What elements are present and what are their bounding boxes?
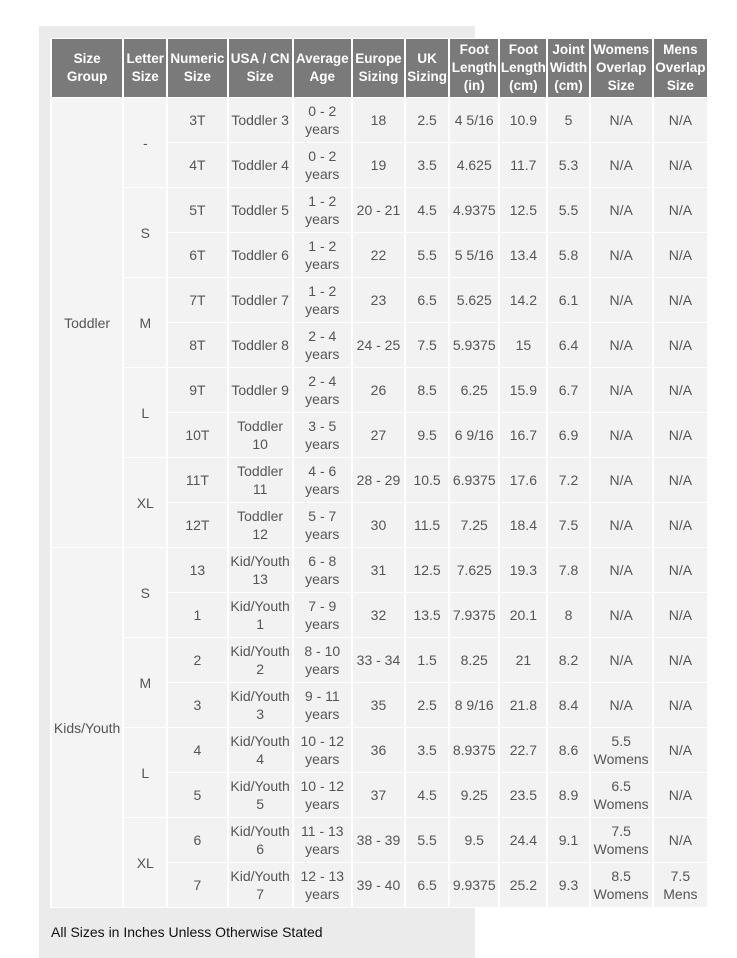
table-cell: 39 - 40 xyxy=(353,863,404,907)
table-cell: Toddler 6 xyxy=(229,233,292,277)
table-cell: 9.5 xyxy=(450,818,498,862)
table-cell: 8 9/16 xyxy=(450,683,498,727)
table-cell: 7.625 xyxy=(450,548,498,592)
table-cell: 8.5 xyxy=(406,368,448,412)
table-cell: N/A xyxy=(654,728,707,772)
table-cell: 13.4 xyxy=(500,233,546,277)
table-cell: Kid/Youth 6 xyxy=(229,818,292,862)
table-cell: 3.5 xyxy=(406,728,448,772)
table-cell: N/A xyxy=(654,638,707,682)
table-cell: N/A xyxy=(591,458,652,502)
table-cell: Kid/Youth 3 xyxy=(229,683,292,727)
table-cell: 21 xyxy=(500,638,546,682)
header-cell: Letter Size xyxy=(124,39,166,97)
table-cell: N/A xyxy=(654,773,707,817)
table-cell: 12 - 13 years xyxy=(294,863,351,907)
table-cell: 3 xyxy=(168,683,226,727)
table-row xyxy=(52,638,707,682)
table-cell: 3T xyxy=(168,98,226,142)
letter-size-cell: L xyxy=(124,728,166,817)
table-cell: 6 9/16 xyxy=(450,413,498,457)
table-cell: 5 xyxy=(168,773,226,817)
table-cell: 30 xyxy=(353,503,404,547)
table-cell: 10.9 xyxy=(500,98,546,142)
table-cell: 24.4 xyxy=(500,818,546,862)
table-cell: 5 xyxy=(548,98,588,142)
table-row xyxy=(52,98,707,142)
table-cell: 6.25 xyxy=(450,368,498,412)
table-cell: 8 xyxy=(548,593,588,637)
header-cell: Europe Sizing xyxy=(353,39,404,97)
table-cell: 13.5 xyxy=(406,593,448,637)
table-cell: 2 - 4 years xyxy=(294,323,351,367)
table-cell: 26 xyxy=(353,368,404,412)
table-cell: 7T xyxy=(168,278,226,322)
table-cell: 20.1 xyxy=(500,593,546,637)
table-cell: N/A xyxy=(654,278,707,322)
header-cell: Foot Length (cm) xyxy=(500,39,546,97)
table-cell: 24 - 25 xyxy=(353,323,404,367)
table-cell: 22.7 xyxy=(500,728,546,772)
table-cell: 3 - 5 years xyxy=(294,413,351,457)
table-cell: N/A xyxy=(591,413,652,457)
table-cell: 5.625 xyxy=(450,278,498,322)
table-cell: N/A xyxy=(591,233,652,277)
table-cell: 4 xyxy=(168,728,226,772)
table-row xyxy=(52,278,707,322)
header-cell: Joint Width (cm) xyxy=(548,39,588,97)
table-cell: 7 - 9 years xyxy=(294,593,351,637)
table-cell: 12T xyxy=(168,503,226,547)
table-cell: 5.5 xyxy=(548,188,588,232)
table-cell: 23.5 xyxy=(500,773,546,817)
table-cell: 31 xyxy=(353,548,404,592)
table-cell: 10T xyxy=(168,413,226,457)
table-cell: 7.8 xyxy=(548,548,588,592)
table-cell: 19 xyxy=(353,143,404,187)
header-cell: USA / CN Size xyxy=(229,39,292,97)
table-cell: 9.3 xyxy=(548,863,588,907)
letter-size-cell: XL xyxy=(124,458,166,547)
letter-size-cell: S xyxy=(124,188,166,277)
table-cell: N/A xyxy=(654,818,707,862)
table-cell: N/A xyxy=(654,413,707,457)
table-cell: Toddler 10 xyxy=(229,413,292,457)
table-cell: 6.5 Womens xyxy=(591,773,652,817)
table-cell: Toddler 9 xyxy=(229,368,292,412)
table-cell: Toddler 7 xyxy=(229,278,292,322)
table-cell: 18.4 xyxy=(500,503,546,547)
table-cell: 11 - 13 years xyxy=(294,818,351,862)
table-cell: 12.5 xyxy=(406,548,448,592)
table-cell: 2.5 xyxy=(406,98,448,142)
table-row xyxy=(52,728,707,772)
table-cell: 5 5/16 xyxy=(450,233,498,277)
table-cell: 12.5 xyxy=(500,188,546,232)
header-cell: Size Group xyxy=(52,39,122,97)
table-cell: N/A xyxy=(654,233,707,277)
table-cell: 3.5 xyxy=(406,143,448,187)
table-cell: 5.5 xyxy=(406,233,448,277)
table-cell: 19.3 xyxy=(500,548,546,592)
header-cell: UK Sizing xyxy=(406,39,448,97)
table-cell: 2.5 xyxy=(406,683,448,727)
table-cell: 0 - 2 years xyxy=(294,143,351,187)
table-cell: 35 xyxy=(353,683,404,727)
table-cell: N/A xyxy=(591,143,652,187)
table-cell: 22 xyxy=(353,233,404,277)
table-row xyxy=(52,188,707,232)
table-cell: 5.9375 xyxy=(450,323,498,367)
table-cell: Toddler 11 xyxy=(229,458,292,502)
table-cell: Kid/Youth 4 xyxy=(229,728,292,772)
table-cell: 11.5 xyxy=(406,503,448,547)
table-cell: Toddler 3 xyxy=(229,98,292,142)
table-row xyxy=(52,818,707,862)
table-cell: 16.7 xyxy=(500,413,546,457)
table-cell: 6.5 xyxy=(406,863,448,907)
table-cell: 7.2 xyxy=(548,458,588,502)
table-cell: 9T xyxy=(168,368,226,412)
letter-size-cell: - xyxy=(124,98,166,187)
table-cell: 6.9 xyxy=(548,413,588,457)
table-cell: 14.2 xyxy=(500,278,546,322)
table-cell: Toddler 8 xyxy=(229,323,292,367)
table-cell: N/A xyxy=(591,503,652,547)
table-cell: N/A xyxy=(654,368,707,412)
table-cell: 9 - 11 years xyxy=(294,683,351,727)
table-cell: 28 - 29 xyxy=(353,458,404,502)
table-cell: 4.625 xyxy=(450,143,498,187)
table-cell: 4 5/16 xyxy=(450,98,498,142)
table-cell: 5T xyxy=(168,188,226,232)
table-cell: 8.4 xyxy=(548,683,588,727)
table-cell: 9.25 xyxy=(450,773,498,817)
table-cell: 2 xyxy=(168,638,226,682)
table-cell: 6.7 xyxy=(548,368,588,412)
table-cell: 7.25 xyxy=(450,503,498,547)
table-cell: 9.1 xyxy=(548,818,588,862)
table-cell: N/A xyxy=(591,323,652,367)
table-cell: Kid/Youth 1 xyxy=(229,593,292,637)
table-cell: 33 - 34 xyxy=(353,638,404,682)
table-cell: 23 xyxy=(353,278,404,322)
table-cell: 15 xyxy=(500,323,546,367)
table-cell: 10.5 xyxy=(406,458,448,502)
table-cell: 18 xyxy=(353,98,404,142)
header-cell: Average Age xyxy=(294,39,351,97)
table-cell: 4.5 xyxy=(406,188,448,232)
table-cell: 32 xyxy=(353,593,404,637)
table-cell: 5.5 Womens xyxy=(591,728,652,772)
table-cell: 4.5 xyxy=(406,773,448,817)
table-cell: Kid/Youth 13 xyxy=(229,548,292,592)
table-cell: 9.5 xyxy=(406,413,448,457)
table-cell: 0 - 2 years xyxy=(294,98,351,142)
table-cell: 6 xyxy=(168,818,226,862)
table-cell: 25.2 xyxy=(500,863,546,907)
table-cell: 1 xyxy=(168,593,226,637)
table-cell: 7.5 xyxy=(406,323,448,367)
table-cell: 9.9375 xyxy=(450,863,498,907)
letter-size-cell: M xyxy=(124,278,166,367)
header-cell: Womens Overlap Size xyxy=(591,39,652,97)
table-cell: N/A xyxy=(591,683,652,727)
table-cell: 6 - 8 years xyxy=(294,548,351,592)
footnote: All Sizes in Inches Unless Otherwise Stated xyxy=(51,924,323,940)
letter-size-cell: XL xyxy=(124,818,166,907)
table-cell: 6.1 xyxy=(548,278,588,322)
table-cell: N/A xyxy=(654,323,707,367)
table-row xyxy=(52,548,707,592)
table-cell: 7.5 Mens xyxy=(654,863,707,907)
letter-size-cell: M xyxy=(124,638,166,727)
table-cell: 4T xyxy=(168,143,226,187)
size-group-cell: Kids/Youth xyxy=(52,548,122,907)
table-cell: 36 xyxy=(353,728,404,772)
table-cell: 8.9375 xyxy=(450,728,498,772)
table-cell: 8 - 10 years xyxy=(294,638,351,682)
table-cell: 27 xyxy=(353,413,404,457)
table-cell: 4 - 6 years xyxy=(294,458,351,502)
table-cell: 10 - 12 years xyxy=(294,728,351,772)
table-cell: 7.5 xyxy=(548,503,588,547)
letter-size-cell: L xyxy=(124,368,166,457)
table-cell: 11.7 xyxy=(500,143,546,187)
table-cell: 1 - 2 years xyxy=(294,278,351,322)
table-cell: 6.4 xyxy=(548,323,588,367)
table-cell: 37 xyxy=(353,773,404,817)
table-cell: Kid/Youth 2 xyxy=(229,638,292,682)
table-cell: N/A xyxy=(591,188,652,232)
table-cell: 2 - 4 years xyxy=(294,368,351,412)
table-cell: 6T xyxy=(168,233,226,277)
table-cell: N/A xyxy=(654,98,707,142)
letter-size-cell: S xyxy=(124,548,166,637)
table-cell: N/A xyxy=(654,188,707,232)
table-cell: 1 - 2 years xyxy=(294,233,351,277)
table-cell: 38 - 39 xyxy=(353,818,404,862)
header-cell: Mens Overlap Size xyxy=(654,39,707,97)
table-cell: 4.9375 xyxy=(450,188,498,232)
table-cell: Toddler 5 xyxy=(229,188,292,232)
table-cell: 21.8 xyxy=(500,683,546,727)
table-cell: 8T xyxy=(168,323,226,367)
table-cell: N/A xyxy=(591,548,652,592)
table-cell: 8.25 xyxy=(450,638,498,682)
table-cell: N/A xyxy=(654,143,707,187)
table-cell: N/A xyxy=(654,683,707,727)
header-row xyxy=(52,39,707,97)
table-cell: 1 - 2 years xyxy=(294,188,351,232)
table-cell: 8.2 xyxy=(548,638,588,682)
table-cell: N/A xyxy=(654,503,707,547)
table-row xyxy=(52,368,707,412)
table-cell: 6.5 xyxy=(406,278,448,322)
table-cell: 5.3 xyxy=(548,143,588,187)
table-cell: 5.8 xyxy=(548,233,588,277)
size-chart xyxy=(52,38,708,908)
header-cell: Numeric Size xyxy=(168,39,226,97)
header-cell: Foot Length (in) xyxy=(450,39,498,97)
table-row xyxy=(52,458,707,502)
table-cell: 7 xyxy=(168,863,226,907)
table-cell: 11T xyxy=(168,458,226,502)
table-cell: 7.9375 xyxy=(450,593,498,637)
table-cell: 1.5 xyxy=(406,638,448,682)
table-cell: 17.6 xyxy=(500,458,546,502)
table-cell: N/A xyxy=(591,278,652,322)
table-cell: 5 - 7 years xyxy=(294,503,351,547)
table-cell: 13 xyxy=(168,548,226,592)
table-cell: Kid/Youth 7 xyxy=(229,863,292,907)
table-cell: 10 - 12 years xyxy=(294,773,351,817)
table-cell: 8.9 xyxy=(548,773,588,817)
table-body xyxy=(52,98,707,907)
size-group-cell: Toddler xyxy=(52,98,122,547)
table-cell: 7.5 Womens xyxy=(591,818,652,862)
table-cell: N/A xyxy=(591,638,652,682)
table-cell: 15.9 xyxy=(500,368,546,412)
table-cell: 8.5 Womens xyxy=(591,863,652,907)
table-cell: N/A xyxy=(591,368,652,412)
table-cell: 5.5 xyxy=(406,818,448,862)
table-cell: N/A xyxy=(654,548,707,592)
table-cell: N/A xyxy=(654,593,707,637)
table-cell: N/A xyxy=(591,593,652,637)
table-cell: 20 - 21 xyxy=(353,188,404,232)
table-cell: Toddler 4 xyxy=(229,143,292,187)
table-cell: Toddler 12 xyxy=(229,503,292,547)
table-cell: 8.6 xyxy=(548,728,588,772)
table-cell: Kid/Youth 5 xyxy=(229,773,292,817)
size-table xyxy=(50,38,709,908)
table-cell: N/A xyxy=(654,458,707,502)
table-cell: 6.9375 xyxy=(450,458,498,502)
table-cell: N/A xyxy=(591,98,652,142)
